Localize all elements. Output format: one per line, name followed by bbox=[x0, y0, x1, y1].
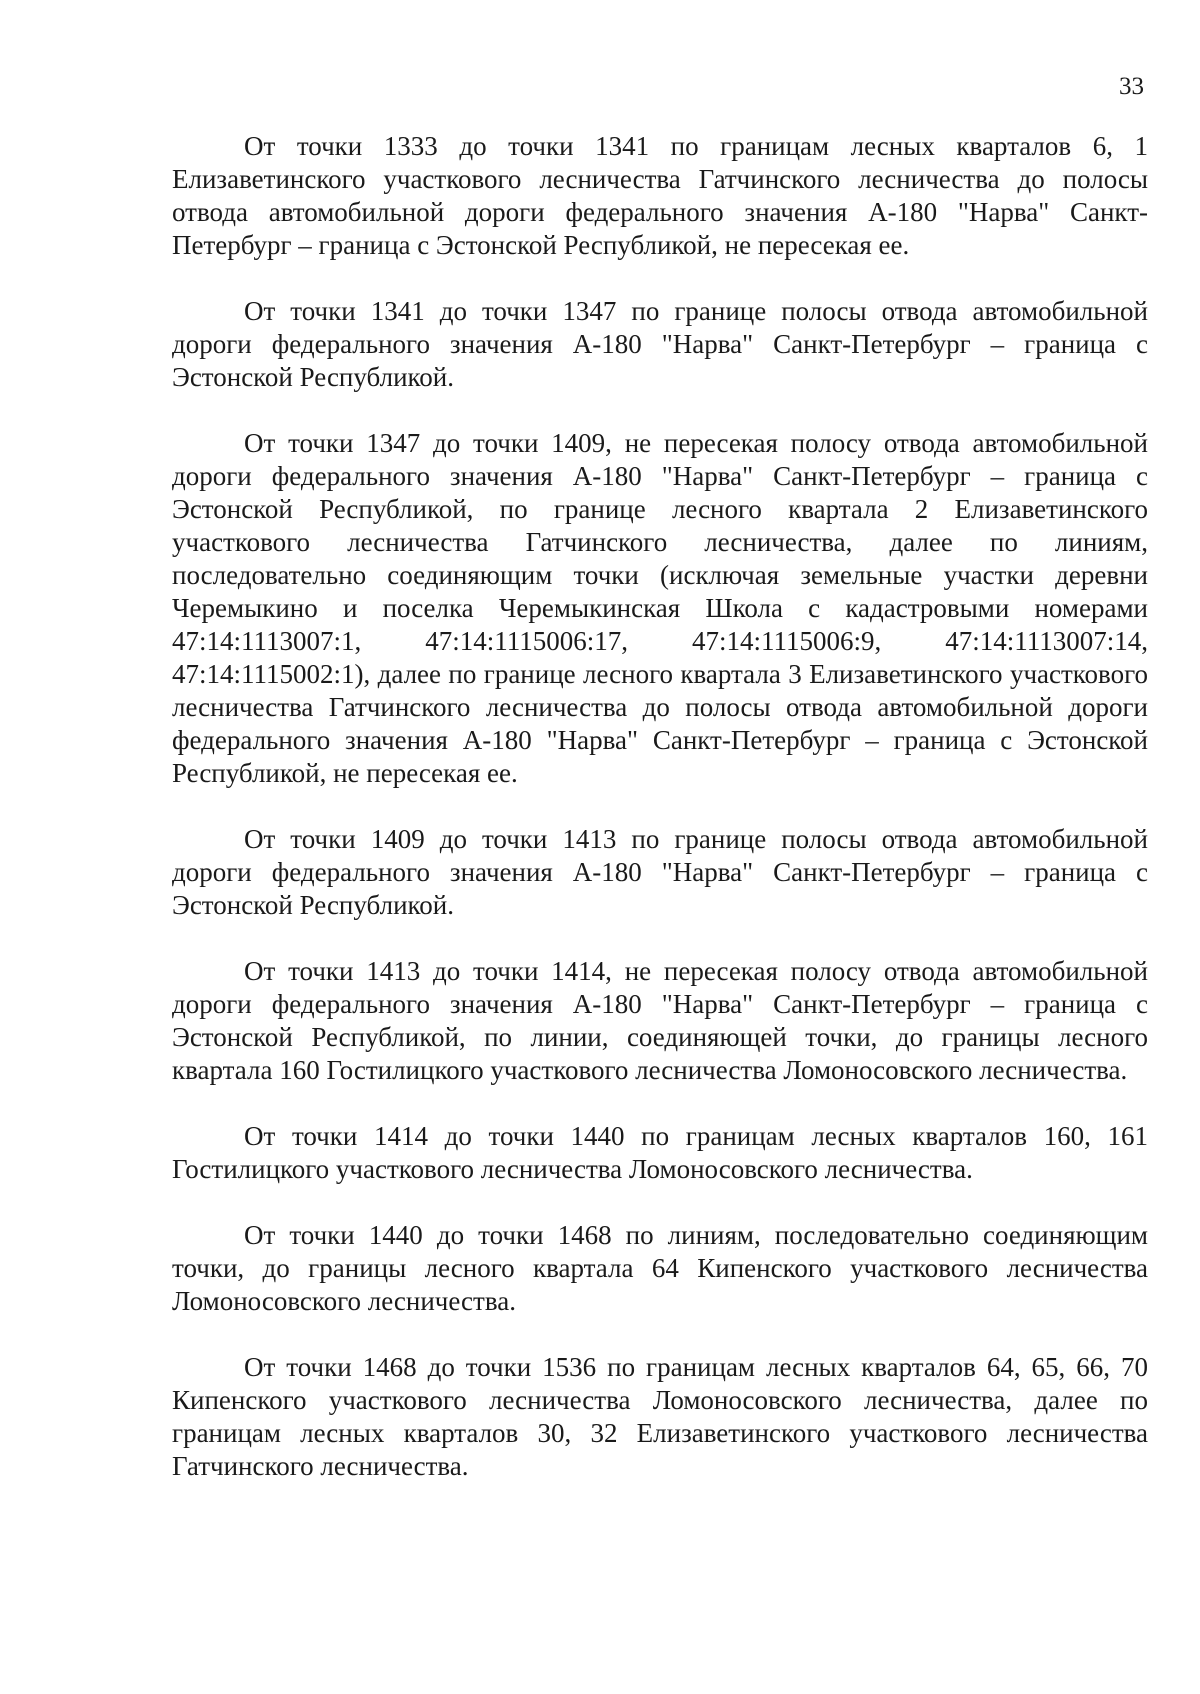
paragraph-1: От точки 1333 до точки 1341 по границам лесных кварталов 6, 1 Елизаветинского участкового лесничества Гатчинского лесничества до полосы отвода автомобильной дороги федерального значения А-180 "Нарва" Санкт-Петербург – граница с Эстонской Республикой, не пересекая ее. bbox=[172, 131, 1148, 260]
paragraph-3: От точки 1347 до точки 1409, не пересекая полосу отвода автомобильной дороги федерального значения А-180 "Нарва" Санкт-Петербург – граница с Эстонской Республикой, по границе лесного квартала 2 Елизаветинского участкового лесничества Гатчинского лесничества, далее по линиям, последовательно соединяющим точки (исключая земельные участки деревни Черемыкино и поселка Черемыкинская Школа с кадастровыми номерами 47:14:1113007:1, 47:14:1115006:17, 47:14:1115006:9, 47:14:1113007:14, 47:14:1115002:1), далее по границе лесного квартала 3 Елизаветинского участкового лесничества Гатчинского лесничества до полосы отвода автомобильной дороги федерального значения А-180 "Нарва" Санкт-Петербург – граница с Эстонской Республикой, не пересекая ее. bbox=[172, 428, 1148, 788]
paragraph-7: От точки 1440 до точки 1468 по линиям, последовательно соединяющим точки, до границы лесного квартала 64 Кипенского участкового лесничества Ломоносовского лесничества. bbox=[172, 1220, 1148, 1316]
paragraph-2: От точки 1341 до точки 1347 по границе полосы отвода автомобильной дороги федерального значения А-180 "Нарва" Санкт-Петербург – граница с Эстонской Республикой. bbox=[172, 296, 1148, 392]
paragraph-6: От точки 1414 до точки 1440 по границам лесных кварталов 160, 161 Гостилицкого участкового лесничества Ломоносовского лесничества. bbox=[172, 1121, 1148, 1184]
document-body bbox=[172, 130, 1148, 1516]
paragraph-8: От точки 1468 до точки 1536 по границам лесных кварталов 64, 65, 66, 70 Кипенского участкового лесничества Ломоносовского лесничества, далее по границам лесных кварталов 30, 32 Елизаветинского участкового лесничества Гатчинского лесничества. bbox=[172, 1352, 1148, 1481]
paragraph-4: От точки 1409 до точки 1413 по границе полосы отвода автомобильной дороги федерального значения А-180 "Нарва" Санкт-Петербург – граница с Эстонской Республикой. bbox=[172, 824, 1148, 920]
paragraph-5: От точки 1413 до точки 1414, не пересекая полосу отвода автомобильной дороги федерального значения А-180 "Нарва" Санкт-Петербург – граница с Эстонской Республикой, по линии, соединяющей точки, до границы лесного квартала 160 Гостилицкого участкового лесничества Ломоносовского лесничества. bbox=[172, 956, 1148, 1085]
page-number: 33 bbox=[1119, 73, 1144, 100]
